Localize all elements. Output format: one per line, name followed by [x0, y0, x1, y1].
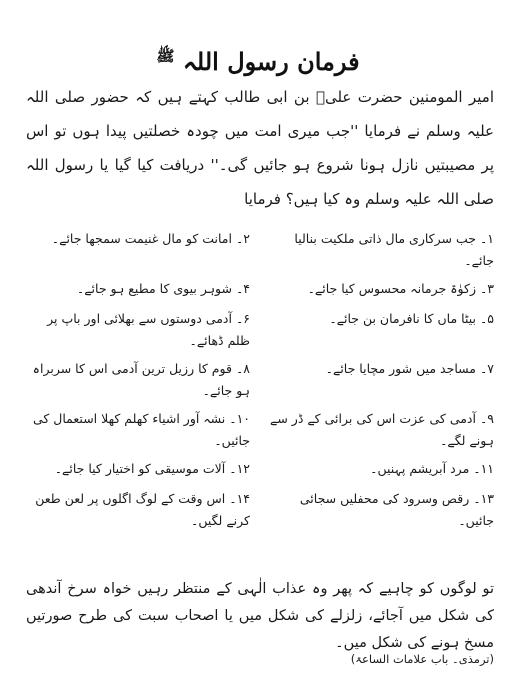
list-item: ۱۰۔ نشہ آور اشیاء کھلم کھلا استعمال کی جائیں۔	[32, 411, 250, 448]
traits-list	[24, 228, 494, 532]
list-item: ۲۔ امانت کو مال غنیمت سمجھا جائے۔	[51, 231, 250, 246]
list-item: ۶۔ آدمی دوستوں سے بھلائی اور باپ پر ظلم ڈھائے۔	[47, 311, 250, 348]
list-item: ۵۔ بیٹا ماں کا نافرمان بن جائے۔	[329, 311, 494, 326]
hadith-reference: (ترمذی۔ باب علامات الساعۃ)	[350, 652, 494, 666]
honorific-mark: ﷺ	[156, 47, 175, 66]
list-item: ۱۲۔ آلات موسیقی کو اختیار کیا جائے۔	[54, 461, 250, 476]
list-item: ۴۔ شوہر بیوی کا مطیع ہو جائے۔	[76, 281, 250, 296]
list-item: ۳۔ زکوٰۃ جرمانہ محسوس کیا جائے۔	[307, 281, 494, 296]
list-item: ۹۔ آدمی کی عزت اس کی برائی کے ڈر سے ہونے لگے۔	[270, 411, 494, 448]
intro-paragraph: امیر المومنین حضرت علیؓ بن ابی طالب کہتے ہیں کہ حضور صلی اللہ علیہ وسلم نے فرمایا ''جب میری امت میں چودہ خصلتیں پیدا ہوں تو اس پر مصیبتیں نازل ہونا شروع ہو جائیں گی۔'' دریافت کیا گیا یا رسول اللہ صلی اللہ علیہ وسلم وہ کیا ہیں؟ فرمایا	[26, 88, 494, 208]
list-item: ۱۴۔ اس وقت کے لوگ اگلوں پر لعن طعن کرنے لگیں۔	[35, 491, 250, 528]
list-item: ۱۳۔ رقص وسرود کی محفلیں سجائی جائیں۔	[299, 491, 494, 528]
list-item: ۷۔ مساجد میں شور مچایا جائے۔	[325, 361, 494, 376]
title-text: فرمان رسول اللہ	[182, 47, 360, 77]
list-item: ۸۔ قوم کا رزیل ترین آدمی اس کا سربراہ ہو جائے۔	[32, 361, 250, 398]
list-item: ۱۱۔ مرد آبریشم پہنیں۔	[370, 461, 494, 476]
page-title	[0, 38, 516, 80]
list-item: ۱۔ جب سرکاری مال ذاتی ملکیت بنالیا جائے۔	[294, 231, 494, 268]
conclusion-paragraph: تو لوگوں کو چاہیے کہ پھر وہ عذاب الٰہی کے منتظر رہیں خواہ سرخ آندھی کی شکل میں آجائے، زلزلے کی شکل میں یا اصحاب سبت کی طرح صورتیں مسخ ہونے کی شکل میں۔	[26, 581, 494, 651]
